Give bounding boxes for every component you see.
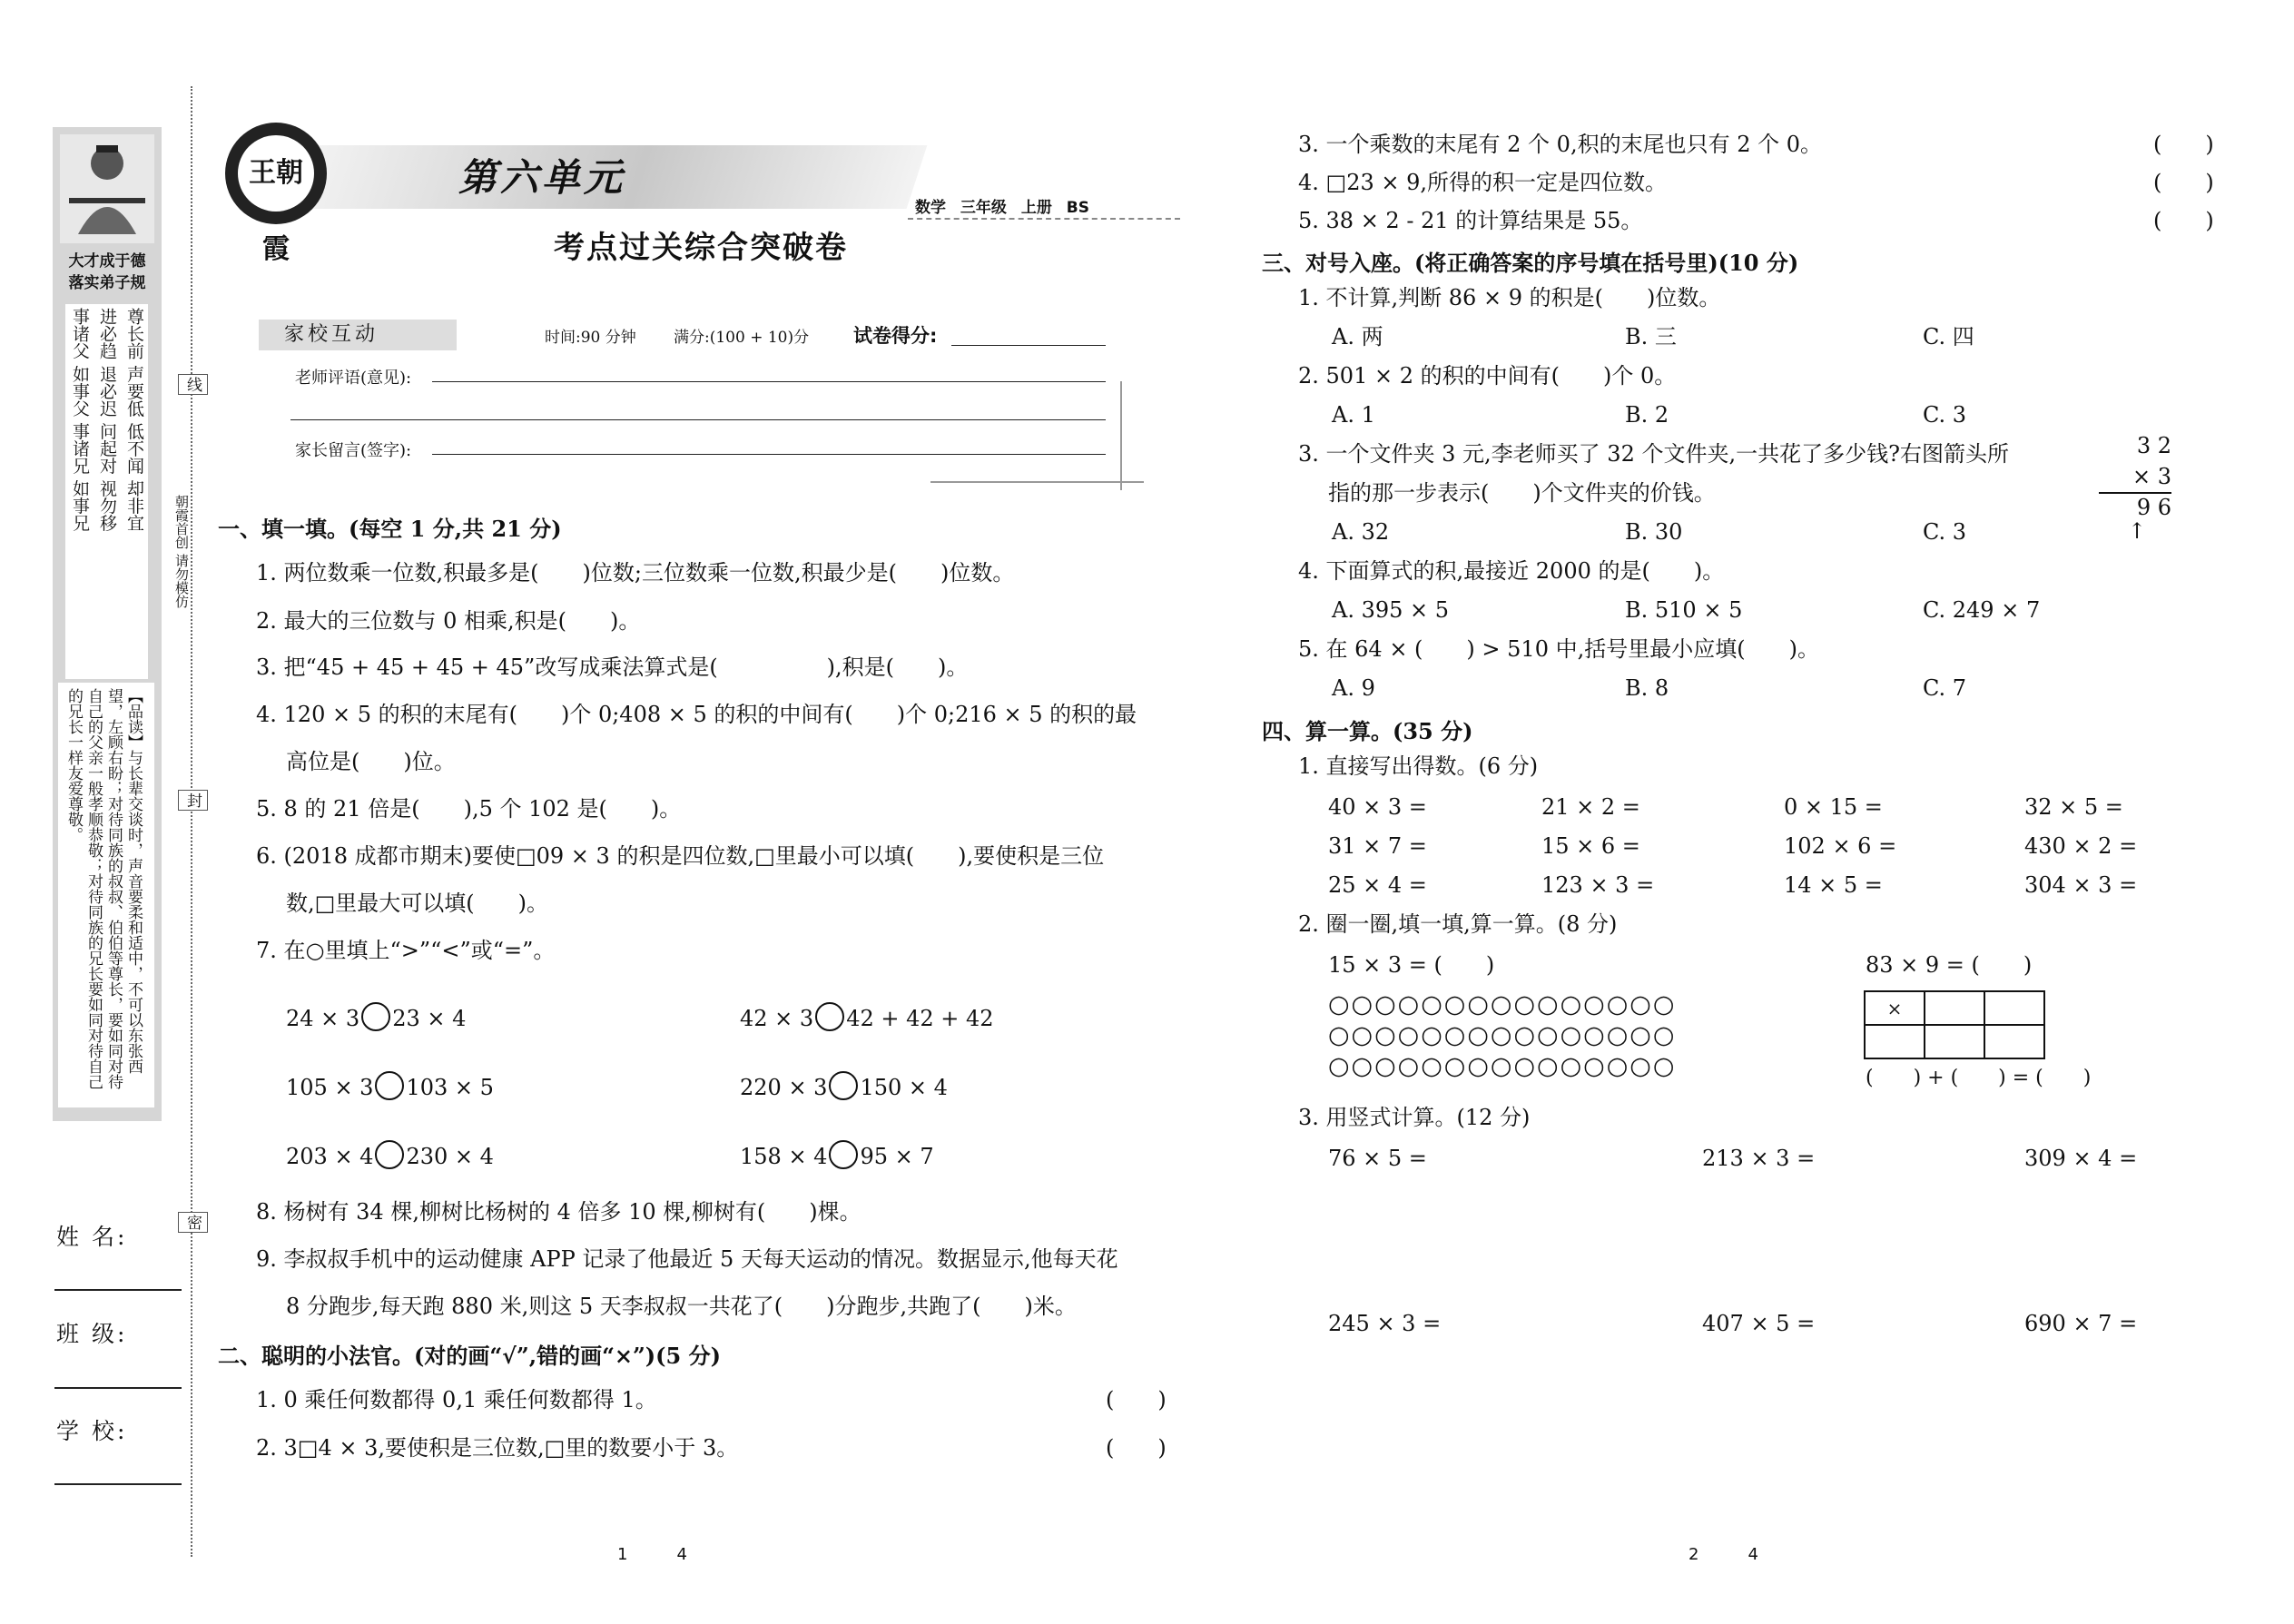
option[interactable]: C. 3 <box>1923 402 1967 428</box>
question: 3. 用竖式计算。(12 分) <box>1298 1105 1531 1130</box>
teacher-comment-field[interactable] <box>432 381 1106 382</box>
option[interactable]: A. 9 <box>1332 675 1375 701</box>
time-limit: 时间:90 分钟 <box>545 329 636 347</box>
oral-item: 430 × 2 = <box>2024 833 2138 859</box>
option[interactable]: B. 三 <box>1625 324 1677 349</box>
question: 4. 120 × 5 的积的末尾有( )个 0;408 × 5 的积的中间有( )个 0;216 × 5 的积的最 <box>256 702 1137 727</box>
binding-mark: 封 <box>178 790 208 811</box>
answer-parens[interactable]: ( ) <box>2153 132 2214 157</box>
section-heading: 二、聪明的小法官。(对的画“√”,错的画“×”)(5 分) <box>218 1343 721 1369</box>
section-heading: 一、填一填。(每空 1 分,共 21 分) <box>218 516 562 542</box>
oral-item: 25 × 4 = <box>1328 872 1427 898</box>
comparison-item: 203 × 4 230 × 4 <box>286 1140 494 1172</box>
question: 指的那一步表示( )个文件夹的价钱。 <box>1328 480 1716 506</box>
question: ( ) + ( ) = ( ) <box>1866 1067 2092 1089</box>
answer-parens[interactable]: ( ) <box>2153 208 2214 233</box>
option[interactable]: B. 2 <box>1625 402 1669 428</box>
oral-item: 0 × 15 = <box>1784 794 1883 820</box>
question: 1. 直接写出得数。(6 分) <box>1298 753 1539 779</box>
vertical-item: 76 × 5 = <box>1328 1146 1427 1171</box>
question: 15 × 3 = ( ) <box>1328 952 1495 978</box>
comparison-item: 42 × 3 42 + 42 + 42 <box>740 1002 994 1034</box>
question: 高位是( )位。 <box>286 749 456 774</box>
answer-circle[interactable] <box>815 1002 844 1031</box>
question: 1. 0 乘任何数都得 0,1 乘任何数都得 1。 <box>256 1387 657 1412</box>
oral-item: 15 × 6 = <box>1541 833 1640 859</box>
question: 5. 8 的 21 倍是( ),5 个 102 是( )。 <box>256 796 682 822</box>
question: 1. 不计算,判断 86 × 9 的积是( )位数。 <box>1298 285 1721 310</box>
section-home-school: 家校互动 <box>259 320 457 350</box>
circle-row[interactable]: ○○○○○○○○○○○○○○○ <box>1328 1052 1677 1080</box>
vertical-item: 245 × 3 = <box>1328 1311 1442 1336</box>
oral-item: 304 × 3 = <box>2024 872 2138 898</box>
oral-item: 102 × 6 = <box>1784 833 1897 859</box>
parent-comment-field[interactable] <box>432 454 1106 455</box>
option[interactable]: C. 7 <box>1923 675 1967 701</box>
option[interactable]: A. 1 <box>1332 402 1375 428</box>
teacher-comment-label: 老师评语(意见): <box>295 369 412 388</box>
question: 2. 圈一圈,填一填,算一算。(8 分) <box>1298 911 1618 937</box>
option[interactable]: C. 249 × 7 <box>1923 597 2041 623</box>
answer-parens[interactable]: ( ) <box>1106 1435 1167 1461</box>
score-label: 试卷得分: <box>853 325 938 347</box>
comparison-item: 105 × 3 103 × 5 <box>286 1071 494 1103</box>
oral-item: 123 × 3 = <box>1541 872 1655 898</box>
grid-cell[interactable] <box>1865 1025 1925 1058</box>
binding-line <box>191 86 192 1557</box>
answer-circle[interactable] <box>375 1071 404 1100</box>
option[interactable]: B. 8 <box>1625 675 1669 701</box>
question: 3. 一个文件夹 3 元,李老师买了 32 个文件夹,一共花了多少钱?右图箭头所 <box>1298 441 2009 467</box>
grade-label: 数学 三年级 上册 BS <box>915 199 1089 217</box>
class-label: 班 级: <box>56 1321 128 1347</box>
grid-operator: × <box>1865 991 1925 1025</box>
answer-parens[interactable]: ( ) <box>1106 1387 1167 1412</box>
name-label: 姓 名: <box>56 1224 128 1250</box>
sidebar-verse: 进必趋 退必迟 问起对 视勿移 <box>93 304 121 679</box>
sidebar-verse: 事诸父 如事父 事诸兄 如事兄 <box>65 304 94 679</box>
vertical-calculation: 3 2 × 3 9 6 ↑ <box>2099 430 2171 521</box>
question: 9. 李叔叔手机中的运动健康 APP 记录了他最近 5 天每天运动的情况。数据显示,他每天花 <box>256 1246 1118 1272</box>
parent-comment-label: 家长留言(签字): <box>295 441 412 460</box>
comparison-item: 24 × 3 23 × 4 <box>286 1002 466 1034</box>
answer-circle[interactable] <box>375 1140 404 1169</box>
option[interactable]: A. 两 <box>1332 324 1383 349</box>
answer-circle[interactable] <box>829 1071 858 1100</box>
grid-cell[interactable] <box>1925 1025 1984 1058</box>
exam-title: 考点过关综合突破卷 <box>554 230 848 266</box>
question: 4. □23 × 9,所得的积一定是四位数。 <box>1298 170 1668 195</box>
oral-item: 32 × 5 = <box>2024 794 2123 820</box>
question: 5. 38 × 2 - 21 的计算结果是 55。 <box>1298 208 1643 233</box>
binding-mark: 线 <box>178 374 208 395</box>
answer-parens[interactable]: ( ) <box>2153 170 2214 195</box>
question: 2. 501 × 2 的积的中间有( )个 0。 <box>1298 363 1677 389</box>
option[interactable]: C. 3 <box>1923 519 1967 545</box>
oral-item: 14 × 5 = <box>1784 872 1883 898</box>
school-field[interactable] <box>54 1483 182 1485</box>
question: 4. 下面算式的积,最接近 2000 的是( )。 <box>1298 558 1725 584</box>
oral-item: 31 × 7 = <box>1328 833 1427 859</box>
copyright-note: 朝霞首创 请勿模仿 <box>173 495 190 608</box>
option[interactable]: C. 四 <box>1923 324 1974 349</box>
divider <box>908 218 1180 220</box>
question: 7. 在○里填上“>”“<”或“=”。 <box>256 938 556 963</box>
sidebar-verse: 尊长前 声要低 低不闻 却非宜 <box>120 304 148 679</box>
grid-cell[interactable] <box>1925 991 1984 1025</box>
arrow-icon: ↑ <box>2128 518 2147 544</box>
circle-row[interactable]: ○○○○○○○○○○○○○○○ <box>1328 1021 1677 1049</box>
question: 数,□里最大可以填( )。 <box>286 891 549 916</box>
oral-item: 40 × 3 = <box>1328 794 1427 820</box>
page-number: 1 4 <box>617 1545 687 1564</box>
question: 2. 最大的三位数与 0 相乘,积是( )。 <box>256 608 641 634</box>
answer-circle[interactable] <box>829 1140 858 1169</box>
full-score: 满分:(100 + 10)分 <box>674 329 810 347</box>
mascot-image <box>60 134 154 243</box>
vertical-item: 407 × 5 = <box>1702 1311 1816 1336</box>
grid-cell[interactable] <box>1984 1025 2044 1058</box>
reading-box <box>58 683 154 1107</box>
binding-mark: 密 <box>178 1212 208 1233</box>
multiplication-grid <box>1864 990 2045 1059</box>
school-label: 学 校: <box>56 1418 128 1444</box>
vertical-item: 690 × 7 = <box>2024 1311 2138 1336</box>
section-heading: 三、对号入座。(将正确答案的序号填在括号里)(10 分) <box>1262 250 1799 276</box>
publisher-logo: 王朝霞 <box>225 123 327 224</box>
sidebar-motto: 大才成于德 落实弟子规 <box>68 252 146 292</box>
question: 8. 杨树有 34 棵,柳树比杨树的 4 倍多 10 棵,柳树有( )棵。 <box>256 1199 861 1225</box>
question: 3. 一个乘数的末尾有 2 个 0,积的末尾也只有 2 个 0。 <box>1298 132 1823 157</box>
vertical-item: 213 × 3 = <box>1702 1146 1816 1171</box>
page-number: 2 4 <box>1689 1545 1758 1564</box>
option[interactable]: B. 30 <box>1625 519 1683 545</box>
comparison-item: 220 × 3 150 × 4 <box>740 1071 948 1103</box>
score-field[interactable] <box>951 345 1106 346</box>
question: 8 分跑步,每天跑 880 米,则这 5 天李叔叔一共花了( )分跑步,共跑了( )米。 <box>286 1294 1077 1319</box>
question: 3. 把“45 + 45 + 45 + 45”改写成乘法算式是( ),积是( )。 <box>256 655 969 680</box>
option[interactable]: B. 510 × 5 <box>1625 597 1743 623</box>
answer-circle[interactable] <box>361 1002 390 1031</box>
reading-text: 【品读】与长辈交谈时，声音要柔和适中，不可以东张西望，左顾右盼；对待同族的叔叔、伯伯等尊长，要如同对待自己的父亲一般孝顺恭敬；对待同族的兄长要如同对待自己的兄长一样友爱尊敬。 <box>64 688 143 1089</box>
sidebar-panel <box>53 127 162 1121</box>
vertical-item: 309 × 4 = <box>2024 1146 2138 1171</box>
question: 1. 两位数乘一位数,积最多是( )位数;三位数乘一位数,积最少是( )位数。 <box>256 560 1015 586</box>
oral-item: 21 × 2 = <box>1541 794 1640 820</box>
question: 83 × 9 = ( ) <box>1866 952 2033 978</box>
grid-cell[interactable] <box>1984 991 2044 1025</box>
unit-title: 第六单元 <box>458 155 626 200</box>
question: 2. 3□4 × 3,要使积是三位数,□里的数要小于 3。 <box>256 1435 739 1461</box>
teacher-comment-field[interactable] <box>290 419 1106 420</box>
question: 5. 在 64 × ( ) > 510 中,括号里最小应填( )。 <box>1298 636 1819 662</box>
divider <box>1120 381 1122 490</box>
option[interactable]: A. 395 × 5 <box>1332 597 1450 623</box>
section-heading: 四、算一算。(35 分) <box>1262 718 1473 744</box>
name-field[interactable] <box>54 1289 182 1291</box>
class-field[interactable] <box>54 1387 182 1389</box>
comparison-item: 158 × 4 95 × 7 <box>740 1140 934 1172</box>
divider <box>930 481 1144 483</box>
question: 6. (2018 成都市期末)要使□09 × 3 的积是四位数,□里最小可以填( ),要使积是三位 <box>256 843 1105 869</box>
circle-row[interactable]: ○○○○○○○○○○○○○○○ <box>1328 990 1677 1019</box>
option[interactable]: A. 32 <box>1332 519 1390 545</box>
